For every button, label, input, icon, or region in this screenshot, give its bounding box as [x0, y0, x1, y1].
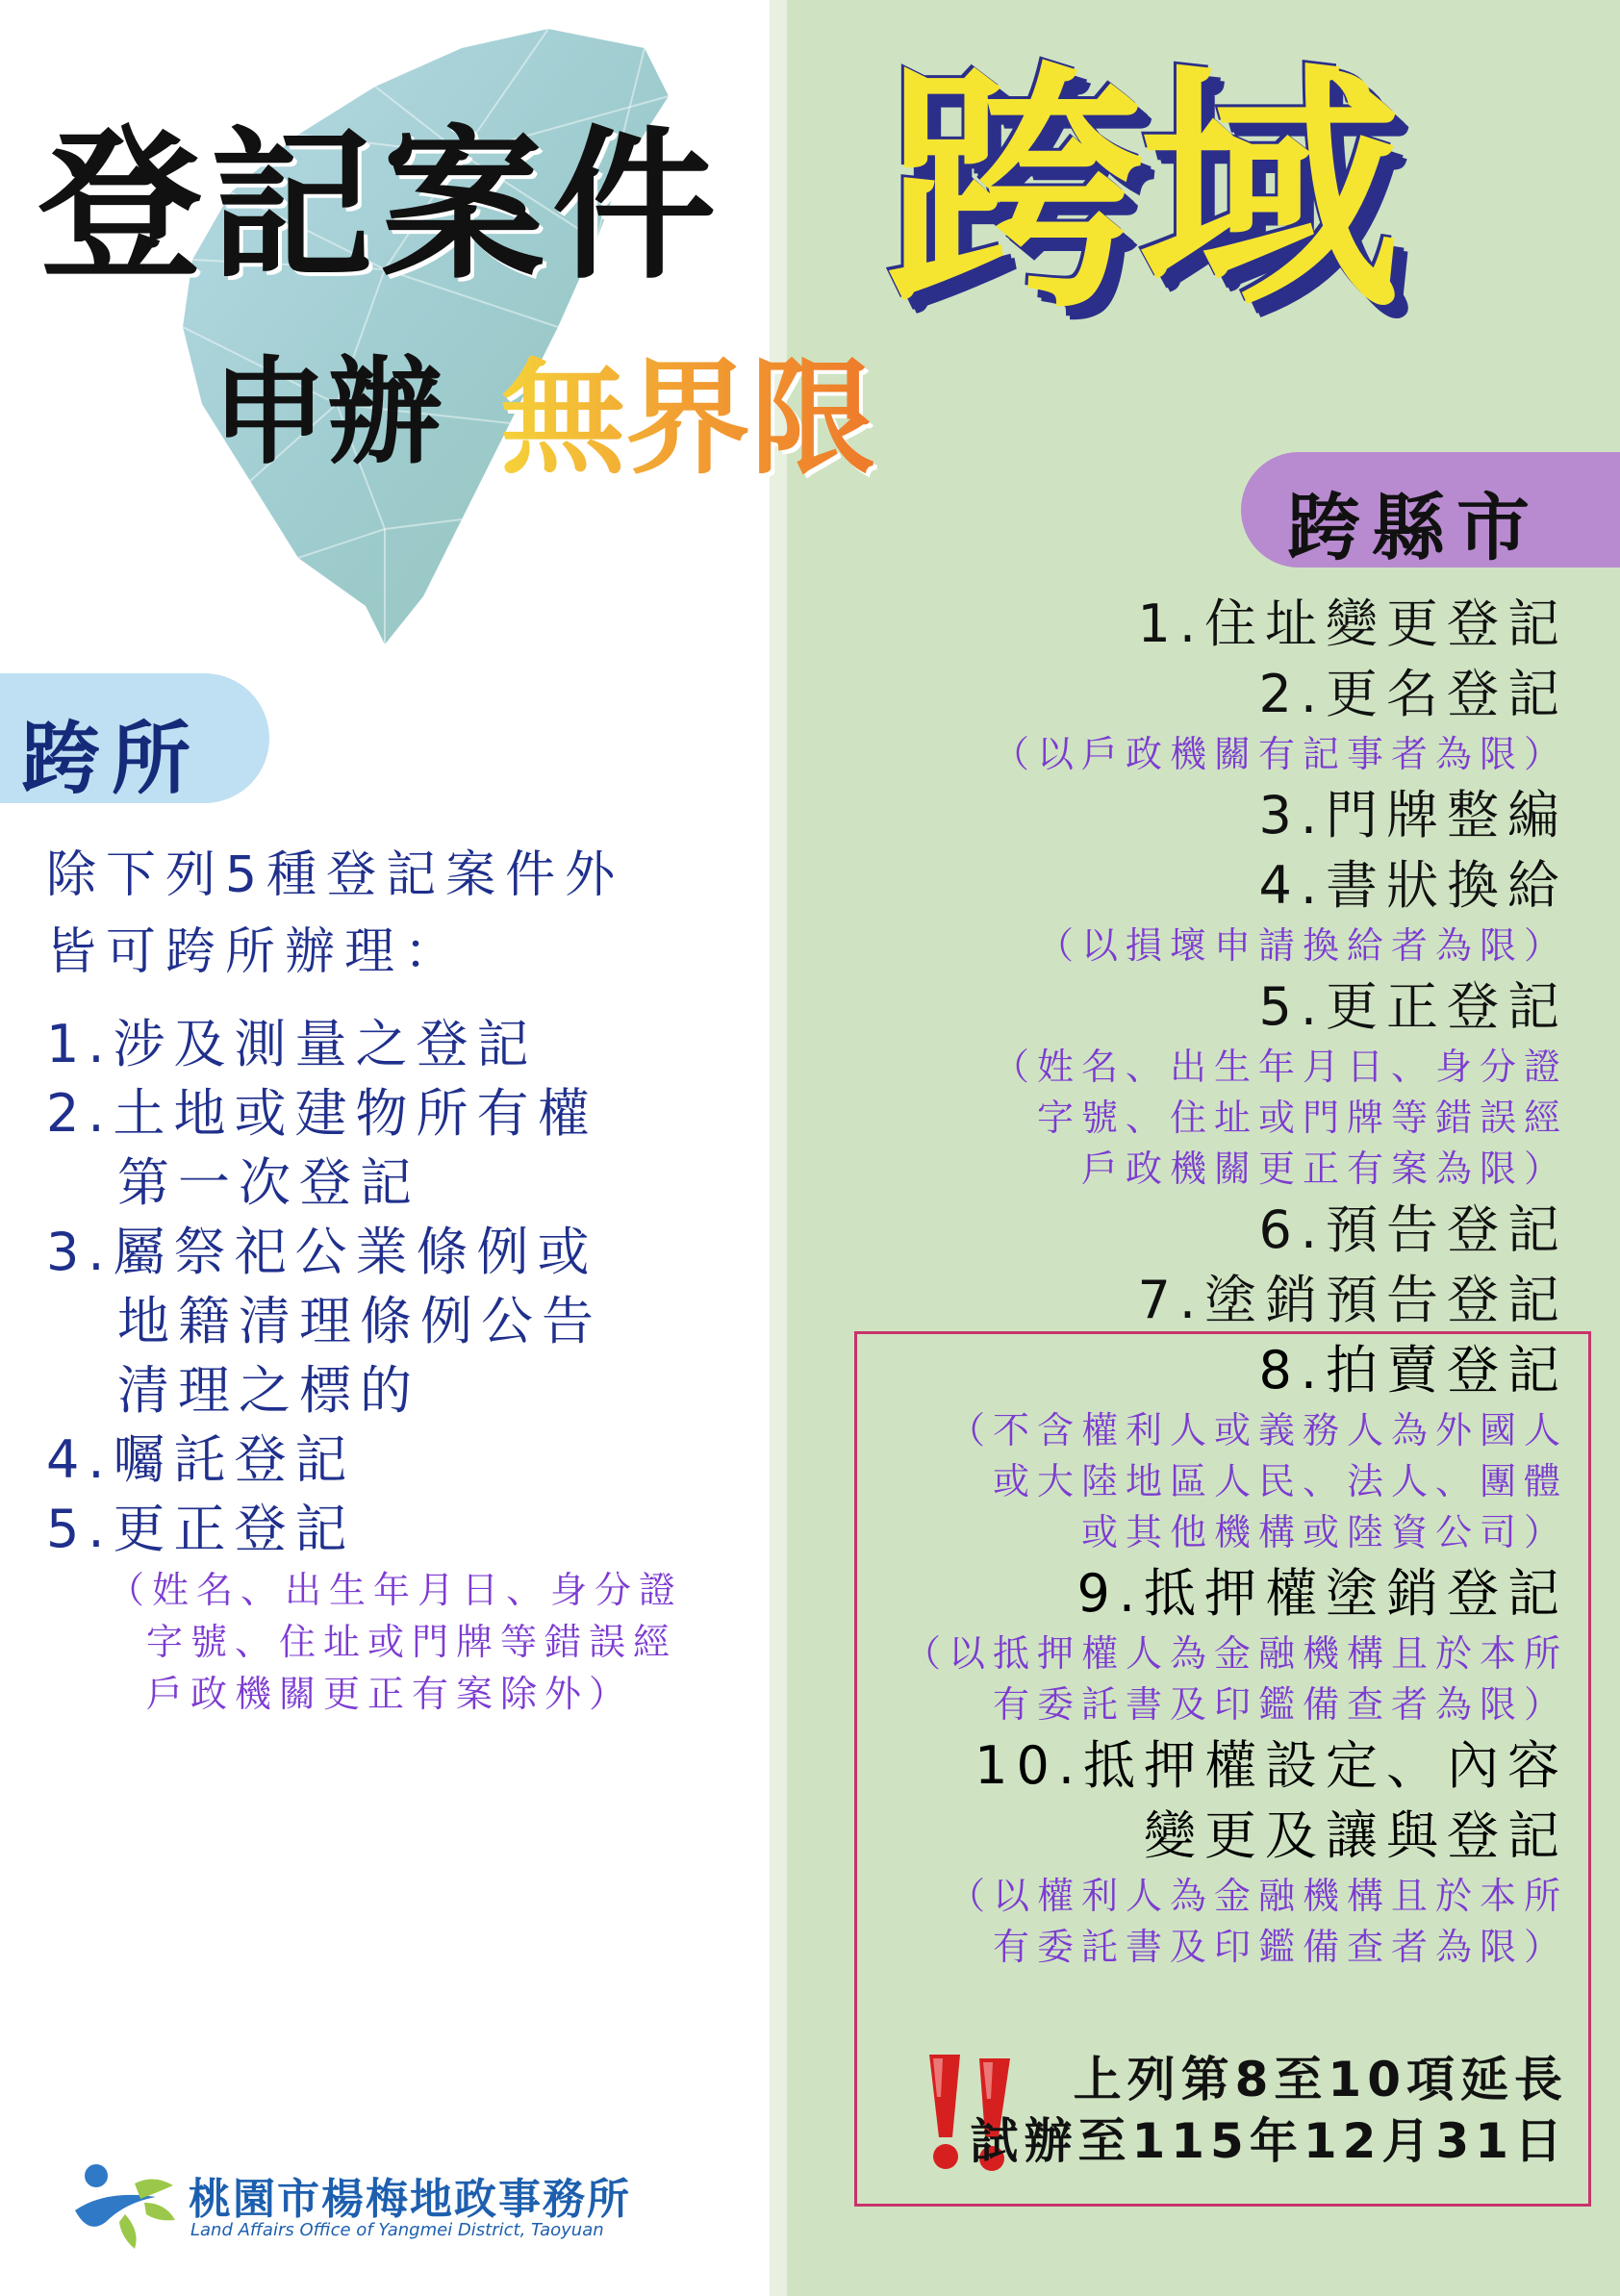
intro-line-2: 皆可跨所辦理： [46, 923, 465, 981]
list-item: 4.囑託登記 [46, 1429, 356, 1490]
list-item: 5.更正登記 [46, 1499, 356, 1559]
office-name: 桃園市楊梅地政事務所 [189, 2175, 631, 2224]
office-logo-icon [67, 2155, 183, 2251]
list-note: 戶政機關更正有案為限） [1080, 1148, 1568, 1190]
list-note: 戶政機關更正有案除外） [146, 1673, 634, 1715]
title-main: 登記案件 [38, 112, 724, 302]
office-logo [67, 2155, 645, 2251]
extension-line-1: 上列第8至10項延長 [1073, 2052, 1568, 2107]
list-item: 8.拍賣登記 [1258, 1340, 1568, 1400]
list-note: 有委託書及印鑑備查者為限） [992, 1683, 1568, 1726]
cross-county-label-pill [1241, 452, 1620, 568]
list-note: （以戶政機關有記事者為限） [992, 733, 1568, 775]
title-sub-accent: 無界限 [500, 345, 876, 492]
list-note: （以抵押權人為金融機構且於本所 [903, 1632, 1568, 1675]
list-item-continued: 清理之標的 [117, 1360, 420, 1421]
list-note: 字號、住址或門牌等錯誤經 [146, 1621, 678, 1663]
list-item: 2.土地或建物所有權 [46, 1083, 598, 1144]
trial-items-list [606, 1335, 1568, 1973]
list-item: 7.塗銷預告登記 [1137, 1270, 1568, 1330]
cross-office-label: 跨所 [21, 714, 203, 805]
list-item: 9.抵押權塗銷登記 [1076, 1563, 1568, 1624]
list-item: 6.預告登記 [1258, 1199, 1568, 1260]
intro-line-1: 除下列5種登記案件外 [46, 846, 625, 904]
extension-line-2: 試辦至115年12月31日 [970, 2113, 1568, 2169]
list-item: 5.更正登記 [1258, 976, 1568, 1037]
cross-county-label: 跨縣市 [1287, 485, 1541, 570]
list-note: （不含權利人或義務人為外國人 [948, 1409, 1568, 1451]
list-note: （以損壞申請換給者為限） [1036, 924, 1568, 967]
list-item: 1.住址變更登記 [1137, 593, 1568, 654]
list-item: 10.抵押權設定、內容 [975, 1735, 1568, 1796]
list-item: 3.門牌整編 [1258, 785, 1568, 845]
list-item-continued: 第一次登記 [117, 1152, 420, 1213]
list-note: 字號、住址或門牌等錯誤經 [1036, 1097, 1568, 1139]
list-item: 2.更名登記 [1258, 664, 1568, 724]
list-note: 或大陸地區人民、法人、團體 [992, 1460, 1568, 1502]
cross-county-section [606, 589, 1568, 1335]
list-item: 1.涉及測量之登記 [46, 1014, 538, 1074]
list-note: （姓名、出生年月日、身分證 [992, 1046, 1568, 1088]
cross-office-label-pill [0, 673, 269, 803]
list-note: 有委託書及印鑑備查者為限） [992, 1926, 1568, 1968]
list-item: 4.書狀換給 [1258, 855, 1568, 916]
list-note: 或其他機構或陸資公司） [1080, 1511, 1568, 1553]
list-note: （以權利人為金融機構且於本所 [948, 1875, 1568, 1917]
office-name-en: Land Affairs Office of Yangmei District, Taoyuan [190, 2220, 604, 2240]
list-item-continued: 地籍清理條例公告 [117, 1291, 602, 1351]
headline-kuayu: 跨域 [885, 40, 1393, 343]
list-item-continued: 變更及讓與登記 [1144, 1805, 1568, 1866]
trial-extension-note [970, 2049, 1568, 2172]
title-sub: 申辦 [212, 346, 443, 480]
list-note: （姓名、出生年月日、身分證 [108, 1569, 684, 1611]
list-item: 3.屬祭祀公業條例或 [46, 1222, 598, 1282]
